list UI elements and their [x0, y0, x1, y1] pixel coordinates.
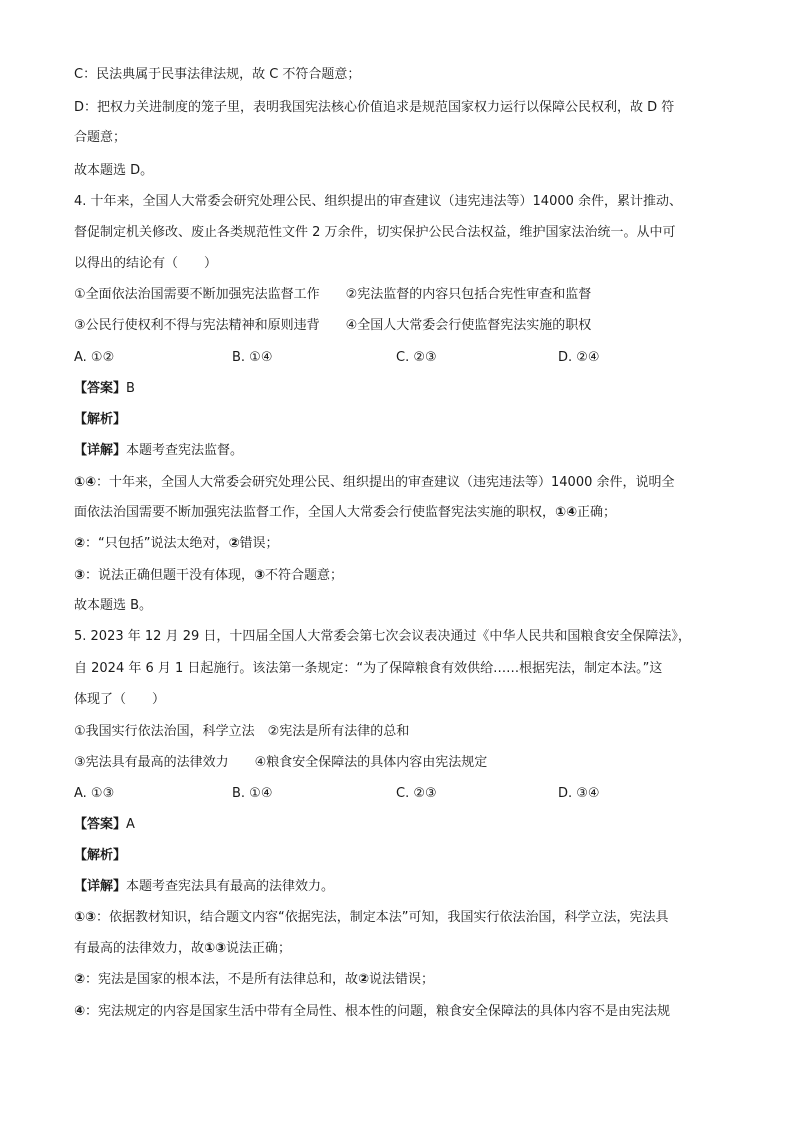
- question-4-answer: [74, 379, 135, 399]
- question-4-stem: 4. 十年来，全国人大常委会研究处理公民、组织提出的审查建议（违宪违法等）14000 余件，累计推动、: [74, 194, 683, 209]
- conclusion-line: 故本题选 B。: [74, 598, 153, 613]
- explanation-text: 说法正确；: [226, 941, 292, 956]
- option-b: B. ①④: [232, 350, 273, 365]
- explanation-line: [74, 970, 434, 990]
- explanation-marker: ①③: [204, 941, 227, 956]
- answer-value: B: [126, 381, 135, 396]
- explanation-text: 有最高的法律效力，故: [74, 941, 205, 956]
- explanation-marker: ①④: [74, 475, 97, 490]
- option-b: B. ①④: [232, 786, 273, 801]
- explanation-text: 错误；: [239, 536, 279, 551]
- question-4-stem: 督促制定机关修改、废止各类规范性文件 2 万余件，切实保护公民合法权益，维护国家法治统一。从中可: [74, 225, 676, 240]
- answer-label: 【答案】: [74, 817, 127, 832]
- explanation-line: [74, 503, 616, 523]
- explanation-text: ：依据教材知识，结合题文内容“依据宪法，制定本法”可知，我国实行依法治国，科学立法，宪法具: [96, 910, 669, 925]
- explanation-marker: ①③: [74, 910, 97, 925]
- explanation-line: [74, 1002, 670, 1022]
- option-a: A. ①③: [74, 786, 115, 801]
- question-4-detail: [74, 441, 243, 461]
- explanation-marker: ③: [254, 568, 266, 583]
- explanation-marker: ④: [74, 1004, 86, 1019]
- question-4-stem: 以得出的结论有（ ）: [74, 256, 218, 271]
- explanation-line: [74, 908, 669, 928]
- explanation-text: 正确；: [577, 505, 617, 520]
- explanation-line: [74, 473, 675, 493]
- explanation-text: ：十年来，全国人大常委会研究处理公民、组织提出的审查建议（违宪违法等）14000 余件，说明全: [96, 475, 675, 490]
- text-line: D：把权力关进制度的笼子里，表明我国宪法核心价值追求是规范国家权力运行以保障公民权利，故 D 符: [74, 100, 675, 115]
- explanation-marker: ①④: [555, 505, 578, 520]
- question-5-stem: 自 2024 年 6 月 1 日起施行。该法第一条规定：“为了保障粮食有效供给……根据宪法，制定本法。”这: [74, 661, 663, 676]
- explanation-marker: ②: [228, 536, 240, 551]
- detail-label: 【详解】: [74, 443, 127, 458]
- explanation-marker: ②: [74, 536, 86, 551]
- question-5-statement: ①我国实行依法治国，科学立法 ②宪法是所有法律的总和: [74, 724, 410, 739]
- explanation-text: 面依法治国需要不断加强宪法监督工作，全国人大常委会行使监督宪法实施的职权，: [74, 505, 556, 520]
- option-d: D. ③④: [558, 786, 600, 801]
- answer-value: A: [126, 817, 135, 832]
- question-5-detail: [74, 877, 334, 897]
- question-4-statement: ①全面依法治国需要不断加强宪法监督工作 ②宪法监督的内容只包括合宪性审查和监督: [74, 287, 592, 302]
- option-a: A. ①②: [74, 350, 115, 365]
- detail-text: 本题考查宪法监督。: [126, 443, 244, 458]
- question-5-answer: [74, 815, 135, 835]
- explanation-text: 不符合题意；: [265, 568, 344, 583]
- answer-label: 【答案】: [74, 381, 127, 396]
- option-d: D. ②④: [558, 350, 600, 365]
- text-line: 故本题选 D。: [74, 163, 154, 178]
- question-4-statement: ③公民行使权利不得与宪法精神和原则违背 ④全国人大常委会行使监督宪法实施的职权: [74, 318, 592, 333]
- text-line: 合题意；: [74, 130, 127, 145]
- detail-text: 本题考查宪法具有最高的法律效力。: [126, 879, 335, 894]
- explanation-marker: ②: [74, 972, 86, 987]
- explanation-marker: ③: [74, 568, 86, 583]
- question-5-stem: 体现了（ ）: [74, 692, 166, 707]
- detail-label: 【详解】: [74, 879, 127, 894]
- explanation-text: ：说法正确但题干没有体现，: [85, 568, 255, 583]
- question-5-statement: ③宪法具有最高的法律效力 ④粮食安全保障法的具体内容由宪法规定: [74, 755, 488, 770]
- question-5-stem: 5. 2023 年 12 月 29 日，十四届全国人大常委会第七次会议表决通过《中华人民共和国粮食安全保障法》，: [74, 629, 691, 644]
- explanation-line: [74, 534, 279, 554]
- explanation-text: 说法错误；: [369, 972, 435, 987]
- explanation-marker: ②: [358, 972, 370, 987]
- explanation-line: [74, 566, 343, 586]
- analysis-label: 【解析】: [74, 848, 127, 863]
- text-line: C：民法典属于民事法律法规，故 C 不符合题意；: [74, 67, 361, 82]
- option-c: C. ②③: [396, 350, 437, 365]
- option-c: C. ②③: [396, 786, 437, 801]
- explanation-text: ：“只包括”说法太绝对，: [85, 536, 229, 551]
- explanation-text: ：宪法是国家的根本法，不是所有法律总和，故: [85, 972, 359, 987]
- analysis-label: 【解析】: [74, 412, 127, 427]
- explanation-text: ：宪法规定的内容是国家生活中带有全局性、根本性的问题，粮食安全保障法的具体内容不是由宪法规: [85, 1004, 671, 1019]
- explanation-line: [74, 939, 291, 959]
